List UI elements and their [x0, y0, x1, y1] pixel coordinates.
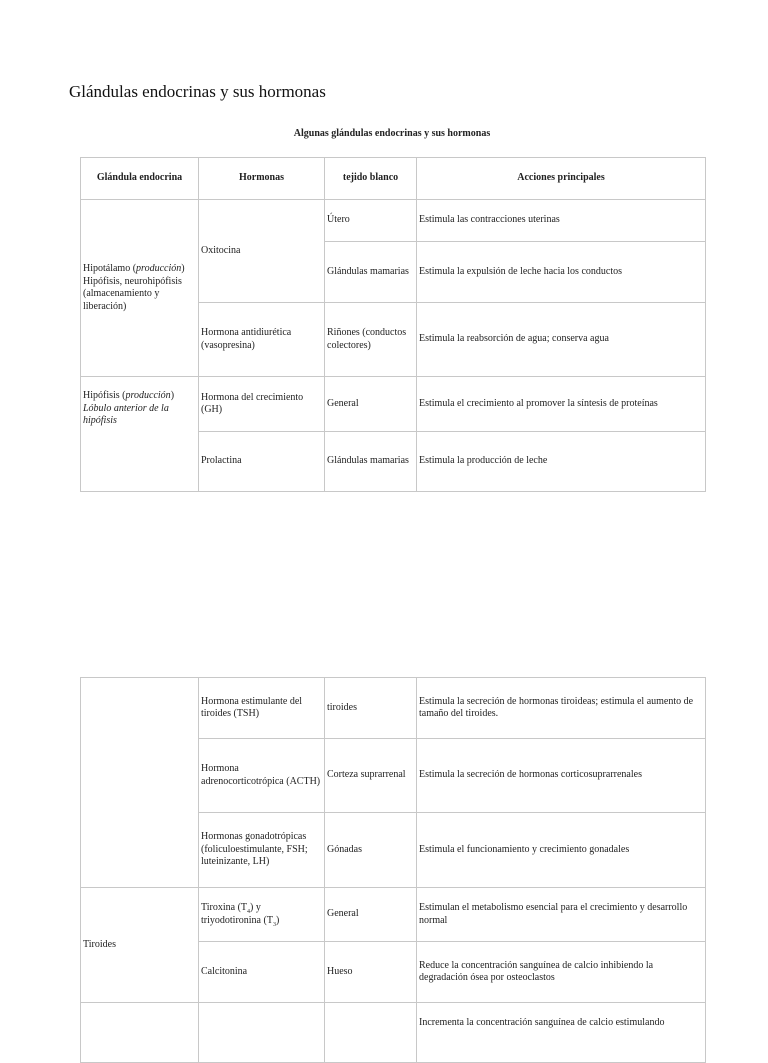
- table-row: [81, 888, 706, 942]
- header-target-tissue: tejido blanco: [325, 158, 417, 200]
- main-action: Estimulan el metabolismo esencial para el crecimiento y desarrollo normal: [417, 888, 706, 942]
- glands-table-part-1: [80, 157, 706, 492]
- header-main-actions: Acciones principales: [417, 158, 706, 200]
- target-tissue: tiroides: [325, 678, 417, 739]
- hormone-name: Hormona estimulante del tiroides (TSH): [199, 678, 325, 739]
- hormone-name: [199, 1003, 325, 1063]
- table-row: [81, 1003, 706, 1063]
- gland-thyroid: Tiroides: [81, 888, 199, 1003]
- hormone-name: Hormonas gonadotrópicas (foliculoestimulante, FSH; luteinizante, LH): [199, 813, 325, 888]
- main-action: Estimula el crecimiento al promover la síntesis de proteínas: [417, 377, 706, 432]
- target-tissue: [325, 1003, 417, 1063]
- main-action: Estimula la secreción de hormonas tiroideas; estimula el aumento de tamaño del tiroides.: [417, 678, 706, 739]
- header-hormones: Hormonas: [199, 158, 325, 200]
- header-gland: Glándula endocrina: [81, 158, 199, 200]
- gland-cell-empty: [81, 1003, 199, 1063]
- main-action: Estimula la expulsión de leche hacia los conductos: [417, 242, 706, 303]
- table-row: [81, 678, 706, 739]
- hormone-name: Hormona antidiurética (vasopresina): [199, 303, 325, 377]
- target-tissue: Hueso: [325, 942, 417, 1003]
- hormone-name: Calcitonina: [199, 942, 325, 1003]
- hormone-name: Hormona del crecimiento (GH): [199, 377, 325, 432]
- table-caption: Algunas glándulas endocrinas y sus hormonas: [293, 128, 491, 139]
- main-action: Estimula la producción de leche: [417, 432, 706, 492]
- hormone-oxytocin: Oxitocina: [199, 200, 325, 303]
- table-header-row: [81, 158, 706, 200]
- hormone-name: Prolactina: [199, 432, 325, 492]
- target-tissue: General: [325, 888, 417, 942]
- main-action: Estimula las contracciones uterinas: [417, 200, 706, 242]
- table-row: [81, 377, 706, 432]
- glands-table-part-2: [80, 677, 706, 1063]
- main-action: Estimula la secreción de hormonas corticosuprarrenales: [417, 739, 706, 813]
- target-tissue: Glándulas mamarias: [325, 432, 417, 492]
- target-tissue: Corteza suprarrenal: [325, 739, 417, 813]
- target-tissue: General: [325, 377, 417, 432]
- target-tissue: Útero: [325, 200, 417, 242]
- hormone-name: Hormona adrenocorticotrópica (ACTH): [199, 739, 325, 813]
- hormone-thyroxine: Tiroxina $(T_4)$ y triyodotironina $(T_3)$: [199, 888, 325, 942]
- main-action: Reduce la concentración sanguínea de calcio inhibiendo la degradación ósea por osteoclastos: [417, 942, 706, 1003]
- table-row: [81, 200, 706, 242]
- gland-pituitary: Hipófisis (producción) Lóbulo anterior de la hipófisis: [81, 377, 199, 492]
- page-title: Glándulas endocrinas y sus hormonas: [69, 82, 326, 101]
- gland-hypothalamus: Hipotálamo (producción) Hipófisis, neurohipófisis (almacenamiento y liberación): [81, 200, 199, 377]
- target-tissue: Glándulas mamarias: [325, 242, 417, 303]
- main-action: Estimula el funcionamiento y crecimiento gonadales: [417, 813, 706, 888]
- main-action: Estimula la reabsorción de agua; conserva agua: [417, 303, 706, 377]
- target-tissue: Gónadas: [325, 813, 417, 888]
- gland-cell-empty: [81, 678, 199, 888]
- target-tissue: Riñones (conductos colectores): [325, 303, 417, 377]
- main-action: Incrementa la concentración sanguínea de calcio estimulando: [417, 1003, 706, 1063]
